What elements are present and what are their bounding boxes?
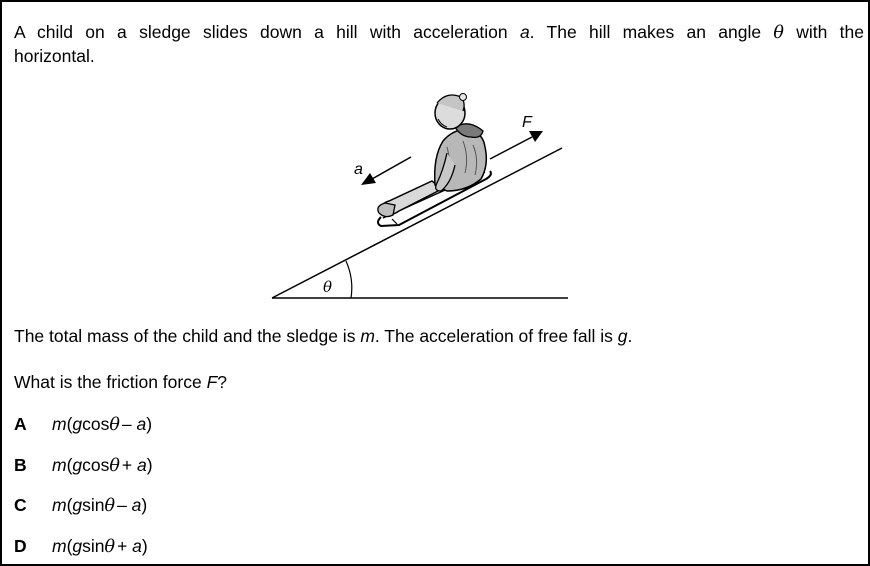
child-figure: [378, 94, 486, 217]
option-letter: A: [14, 414, 27, 434]
force-variable: F: [206, 372, 218, 392]
gravity-variable: g: [617, 326, 628, 346]
friction-force-arrow: [490, 137, 532, 159]
intro-line-2: horizontal.: [14, 46, 95, 66]
option-expression: m(gsinθ + a): [52, 536, 148, 557]
acceleration-arrow: [372, 157, 411, 179]
acceleration-label: a: [354, 161, 363, 178]
option-expression: m(gcosθ + a): [52, 455, 153, 476]
option-letter: D: [14, 536, 27, 556]
friction-force-label: F: [522, 114, 532, 131]
sledge-diagram: [257, 87, 587, 312]
option-d[interactable]: [14, 535, 148, 558]
option-a[interactable]: [14, 413, 152, 436]
option-b[interactable]: [14, 454, 153, 477]
slope-line: [272, 148, 562, 298]
option-expression: m(gcosθ – a): [52, 414, 153, 435]
option-c[interactable]: [14, 494, 147, 517]
angle-variable: θ: [773, 23, 784, 43]
intro-text: . The hill makes an angle: [529, 22, 774, 42]
question-intro: [14, 21, 864, 68]
question-prompt: What is the friction force F?: [14, 372, 228, 392]
angle-arc: [346, 261, 352, 298]
option-letter: B: [14, 455, 27, 475]
intro-text: with the: [783, 22, 864, 42]
acceleration-variable: a: [519, 22, 530, 42]
option-expression: m(gsinθ – a): [52, 495, 148, 516]
intro-text: A child on a sledge slides down a hill with acceleration: [14, 22, 520, 42]
mass-statement: The total mass of the child and the sledge is m. The acceleration of free fall is g.: [14, 326, 633, 346]
intro-line-1: [14, 21, 864, 45]
option-letter: C: [14, 495, 27, 515]
acceleration-arrowhead: [361, 173, 376, 185]
mass-variable: m: [360, 326, 375, 346]
angle-label: θ: [323, 278, 333, 296]
friction-force-arrowhead: [529, 131, 543, 142]
